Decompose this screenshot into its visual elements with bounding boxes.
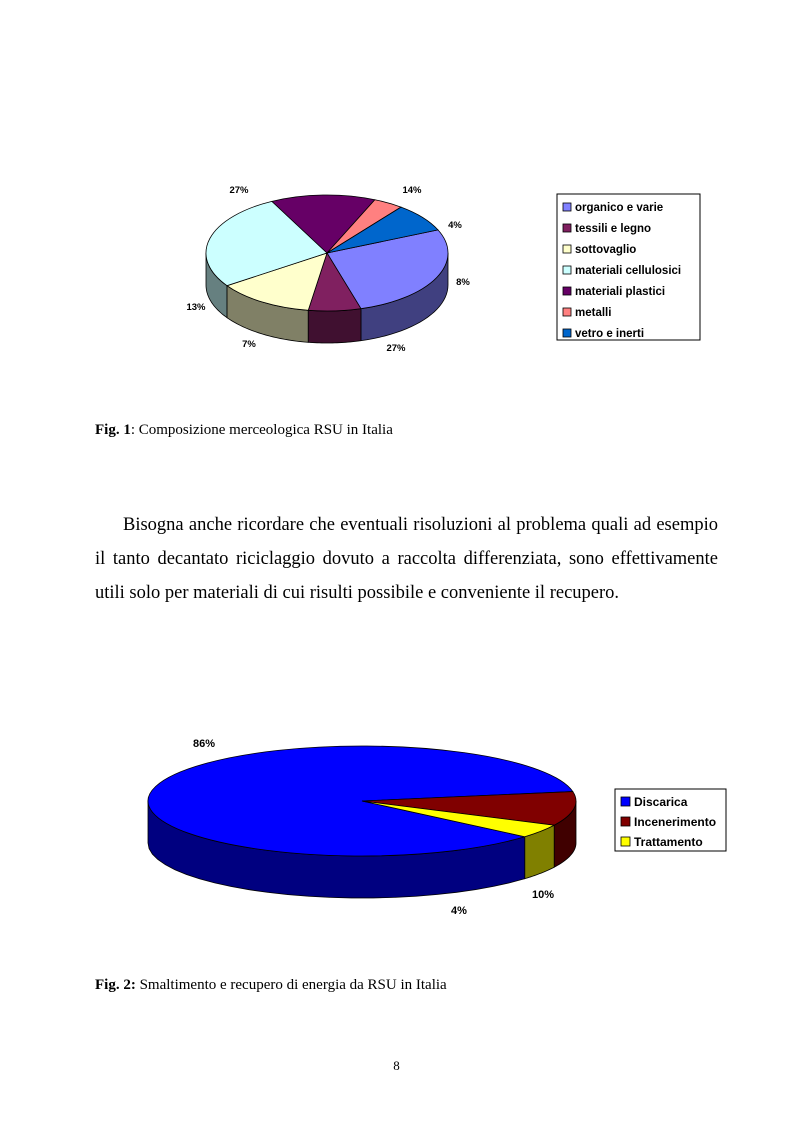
legend-swatch-metalli [563,308,571,316]
page-number: 8 [393,1058,400,1073]
data-label-sottovaglio: 13% [186,302,206,313]
legend-label-sottovaglio: sottovaglio [575,244,637,256]
legend-label-materiali-cellulosici: materiali cellulosici [575,265,682,277]
data-label-materiali-plastici: 14% [402,185,422,196]
body-paragraph: Bisogna anche ricordare che eventuali risoluzioni al problema quali ad esempio il tanto decantato riciclaggio dovuto a raccolta differenziata, sono effettivamente utili solo per materiali di cui risulti possibile e conveniente il recupero. [95,515,718,603]
data-label-trattamento: 4% [451,905,467,917]
legend-swatch-sottovaglio [563,245,571,253]
legend-swatch-organico-e-varie [563,203,571,211]
data-label-materiali-cellulosici: 27% [229,185,249,196]
legend-swatch-incenerimento [621,817,630,826]
legend-swatch-materiali-plastici [563,287,571,295]
chart-1 [0,170,793,370]
legend-label-tessili-e-legno: tessili e legno [575,223,652,235]
legend-swatch-tessili-e-legno [563,224,571,232]
legend-swatch-trattamento [621,837,630,846]
legend-label-metalli: metalli [575,307,612,319]
data-label-organico-e-varie: 27% [386,343,406,354]
legend-label-organico-e-varie: organico e varie [575,202,664,214]
figure-1-label: Fig. 1 [95,422,131,438]
data-label-discarica: 86% [192,738,216,750]
pie-side-tessili-e-legno [308,309,361,343]
legend-swatch-discarica [621,797,630,806]
legend-swatch-materiali-cellulosici [563,266,571,274]
legend-swatch-vetro-e-inerti [563,329,571,337]
data-label-vetro-e-inerti: 8% [456,277,470,288]
data-label-metalli: 4% [448,220,462,231]
figure-2-label: Fig. 2: [95,977,136,993]
figure-1-text: : Composizione merceologica RSU in Italia [130,422,393,438]
legend-label-vetro-e-inerti: vetro e inerti [575,328,645,340]
legend-label-trattamento: Trattamento [634,835,703,849]
figure-2-caption [95,977,447,994]
chart-2 [0,725,793,935]
data-label-incenerimento: 10% [531,889,555,901]
figure-2-text: Smaltimento e recupero di energia da RSU in Italia [135,977,447,993]
figure-1-caption [95,422,393,439]
legend-label-discarica: Discarica [634,795,688,809]
data-label-tessili-e-legno: 7% [242,339,256,350]
legend-label-materiali-plastici: materiali plastici [575,286,666,298]
legend-label-incenerimento: Incenerimento [634,815,717,829]
